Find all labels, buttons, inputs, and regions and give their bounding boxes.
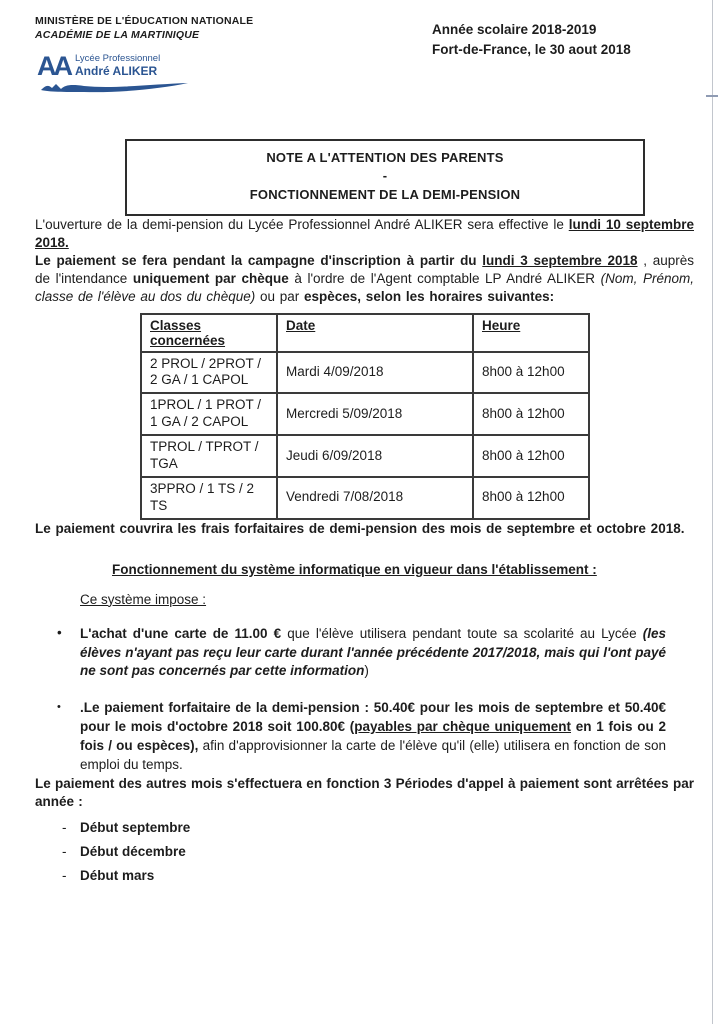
- bullet-icon: •: [57, 701, 61, 714]
- system-heading: Fonctionnement du système informatique en vigueur dans l'établissement :: [112, 561, 597, 577]
- payment-run-5: à l'ordre de l'Agent comptable LP André ALIKER: [288, 271, 601, 287]
- table-row: [141, 435, 589, 477]
- table-row: [141, 352, 589, 394]
- scan-edge-tick-artifact: [706, 95, 718, 97]
- period-label: Début mars: [80, 868, 155, 884]
- table-row: [141, 393, 589, 435]
- bullet-text: [80, 625, 666, 682]
- payment-run-3: , auprès de l'intendance: [35, 253, 695, 287]
- school-logo: [37, 51, 212, 98]
- column-header-heure: Heure: [473, 314, 589, 352]
- period-label: Début décembre: [80, 844, 186, 860]
- cell-date: Jeudi 6/09/2018: [277, 435, 473, 477]
- card-usage-text: que l'élève utilisera pendant toute sa scolarité au Lycée: [287, 625, 643, 641]
- cell-date: Mardi 4/09/2018: [277, 352, 473, 394]
- payment-paragraph: [35, 252, 694, 306]
- bullet-item-card-purchase: [35, 625, 694, 682]
- dash-icon: -: [62, 868, 67, 884]
- title-line-1: NOTE A L'ATTENTION DES PARENTS: [266, 149, 504, 165]
- ministry-name: MINISTÈRE DE L'ÉDUCATION NATIONALE: [35, 15, 254, 27]
- payment-start-date: lundi 3 septembre 2018: [482, 253, 638, 269]
- cell-date: Mercredi 5/09/2018: [277, 393, 473, 435]
- table-row: [141, 477, 589, 519]
- cell-classes: 1PROL / 1 PROT / 1 GA / 2 CAPOL: [141, 393, 277, 435]
- payable-cheque-emphasis: payables par chèque uniquement: [354, 719, 572, 735]
- dash-icon: -: [62, 844, 67, 860]
- opening-paragraph: [35, 216, 694, 252]
- card-price-emphasis: L'achat d'une carte de 11.00 €: [80, 625, 288, 641]
- document-header: [35, 14, 694, 99]
- period-item: [35, 820, 694, 835]
- periods-paragraph: Le paiement des autres mois s'effectuera en fonction 3 Périodes d'appel à paiement sont arrêtées par année :: [35, 775, 694, 809]
- opening-text: L'ouverture de la demi-pension du Lycée Professionnel André ALIKER sera effective le: [35, 217, 569, 233]
- payment-cheque-note: (Nom, Prénom, classe de l'élève au dos du chèque): [35, 271, 694, 305]
- payment-run-7: ou par: [255, 289, 305, 305]
- cell-classes: 3PPRO / 1 TS / 2 TS: [141, 477, 277, 519]
- installments-text: en 1 fois ou 2 fois / ou espèces),: [80, 719, 666, 754]
- cell-date: Vendredi 7/08/2018: [277, 477, 473, 519]
- column-header-date: Date: [277, 314, 473, 352]
- system-subheading: Ce système impose :: [80, 591, 207, 607]
- ministry-block: [35, 14, 253, 42]
- cell-heure: 8h00 à 12h00: [473, 352, 589, 394]
- bullet-item-flat-rate: [35, 699, 694, 775]
- card-exception-note: (les élèves n'ayant pas reçu leur carte durant l'année précédente 2017/2018, mais qui l'ont payé ne sont pas concernés par cette information: [80, 625, 666, 679]
- period-item: [35, 868, 694, 883]
- payment-cheque-emphasis: uniquement par chèque: [132, 271, 289, 287]
- logo-school-name: André ALIKER: [75, 63, 158, 78]
- scan-edge-artifact: [712, 0, 713, 1024]
- opening-date-highlight: lundi 10 septembre 2018.: [35, 217, 694, 251]
- title-line-2: FONCTIONNEMENT DE LA DEMI-PENSION: [249, 187, 521, 203]
- card-note-close: ): [364, 663, 369, 679]
- flat-rate-amounts: .Le paiement forfaitaire de la demi-pension : 50.40€ pour les mois de septembre et 50.40€ pour le mois d'octobre 2018 soit 100.80€ (: [80, 700, 666, 735]
- logo-school-type: Lycée Professionnel: [75, 53, 161, 65]
- period-item: [35, 844, 694, 859]
- logo-wave-icon: [39, 80, 212, 99]
- schedule-table: [140, 313, 590, 520]
- payment-run-1: Le paiement se fera pendant la campagne d'inscription à partir du: [35, 253, 483, 269]
- logo-monogram: AA: [37, 51, 70, 82]
- column-header-classes: Classes concernées: [141, 314, 277, 352]
- payment-cash-emphasis: espèces, selon les horaires suivantes:: [304, 289, 555, 305]
- dash-icon: -: [62, 820, 67, 836]
- title-box: [125, 139, 645, 217]
- academy-name: ACADÉMIE DE LA MARTINIQUE: [35, 29, 200, 42]
- cell-heure: 8h00 à 12h00: [473, 477, 589, 519]
- card-provisioning-text: afin d'approvisionner la carte de l'élève qu'il (elle) utilisera en fonction de son emploi du temps.: [80, 738, 666, 772]
- header-date-block: [432, 14, 694, 59]
- cell-classes: 2 PROL / 2PROT / 2 GA / 1 CAPOL: [141, 352, 277, 394]
- cell-classes: TPROL / TPROT / TGA: [141, 435, 277, 477]
- bullet-icon: •: [57, 624, 62, 640]
- schedule-header-row: [141, 314, 589, 352]
- period-label: Début septembre: [80, 820, 191, 836]
- cell-heure: 8h00 à 12h00: [473, 435, 589, 477]
- school-year: Année scolaire 2018-2019: [432, 22, 597, 37]
- title-separator: -: [382, 168, 388, 184]
- cell-heure: 8h00 à 12h00: [473, 393, 589, 435]
- bullet-text: [80, 699, 666, 775]
- coverage-paragraph: Le paiement couvrira les frais forfaitaires de demi-pension des mois de septembre et octobre 2018.: [35, 520, 685, 536]
- place-and-date: Fort-de-France, le 30 aout 2018: [432, 41, 631, 57]
